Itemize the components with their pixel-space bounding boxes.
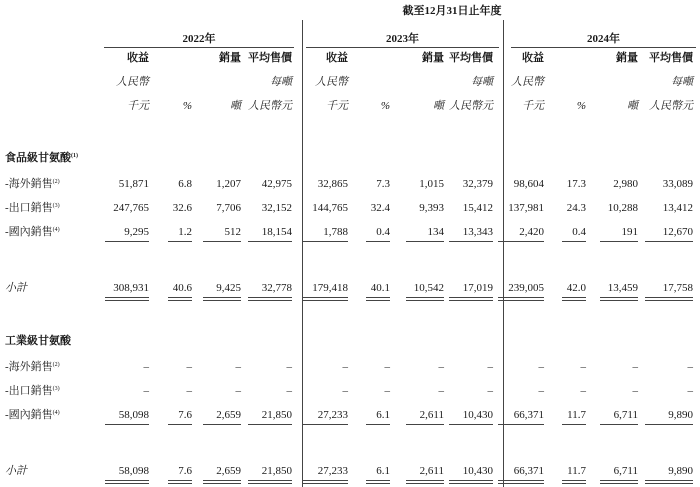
double-underline	[406, 483, 444, 484]
underline-rule	[498, 424, 544, 425]
underline-rule	[248, 241, 292, 242]
underline-rule	[203, 241, 241, 242]
underline-rule	[168, 241, 192, 242]
subtotal-cell: 17,019	[462, 282, 493, 294]
underline-rule	[645, 424, 693, 425]
table-cell: 18,154	[261, 226, 292, 238]
table-cell: –	[342, 361, 348, 373]
underline-rule	[248, 424, 292, 425]
table-cell: 1,015	[419, 178, 444, 190]
double-underline	[449, 297, 493, 298]
subtotal-cell: 308,931	[113, 282, 149, 294]
double-underline	[498, 300, 544, 301]
table-cell: 98,604	[513, 178, 544, 190]
year-header: 2024年	[587, 33, 620, 45]
unit-label: 每噸	[671, 76, 693, 88]
table-cell: –	[438, 361, 444, 373]
unit-label: 人民幣	[511, 76, 544, 88]
double-underline	[449, 300, 493, 301]
subtotal-cell: 9,890	[668, 465, 693, 477]
double-underline	[645, 297, 693, 298]
table-cell: 6.1	[376, 409, 390, 421]
table-cell: 13,343	[462, 226, 493, 238]
underline-rule	[105, 424, 149, 425]
subtotal-cell: 58,098	[118, 465, 149, 477]
subtotal-cell: 6.1	[376, 465, 390, 477]
double-underline	[645, 480, 693, 481]
table-cell: –	[186, 361, 192, 373]
footnote-marker: (4)	[52, 410, 60, 416]
unit-label: 人民幣	[315, 76, 348, 88]
table-cell: –	[186, 385, 192, 397]
double-underline	[498, 480, 544, 481]
table-cell: 191	[621, 226, 638, 238]
double-underline	[105, 480, 149, 481]
table-cell: 13,412	[662, 202, 693, 214]
period-title: 截至12月31日止年度	[402, 5, 502, 17]
underline-rule	[449, 424, 493, 425]
table-cell: 51,871	[118, 178, 149, 190]
table-cell: 7,706	[216, 202, 241, 214]
unit-label: 人民幣元	[649, 100, 693, 112]
table-cell: 32.4	[370, 202, 390, 214]
footnote-marker: (1)	[71, 153, 78, 159]
underline-rule	[562, 241, 586, 242]
avg-price-header: 平均售價	[248, 52, 292, 64]
row-label: -出口銷售$^{(3)}$	[5, 202, 60, 214]
table-cell: 6.8	[178, 178, 192, 190]
table-cell: 1,207	[216, 178, 241, 190]
subtotal-label: 小計	[5, 465, 27, 477]
double-underline	[203, 483, 241, 484]
footnote-marker: (3)	[52, 386, 60, 392]
section-title: 工業級甘氨酸	[5, 335, 71, 347]
table-cell: –	[538, 361, 544, 373]
revenue-header: 收益	[522, 52, 544, 64]
table-cell: 42,975	[261, 178, 292, 190]
double-underline	[248, 480, 292, 481]
double-underline	[600, 483, 638, 484]
underline-rule	[645, 241, 693, 242]
row-label: -海外銷售$^{(2)}$	[5, 178, 60, 190]
unit-label: 千元	[522, 100, 544, 112]
table-cell: –	[384, 361, 390, 373]
double-underline	[105, 297, 149, 298]
underline-rule	[562, 424, 586, 425]
table-cell: 2,659	[216, 409, 241, 421]
unit-label: 噸	[230, 100, 241, 112]
volume-header: 銷量	[616, 52, 638, 64]
table-cell: 134	[427, 226, 444, 238]
double-underline	[562, 300, 586, 301]
table-cell: 7.6	[178, 409, 192, 421]
double-underline	[366, 483, 390, 484]
subtotal-cell: 6,711	[613, 465, 638, 477]
table-cell: –	[143, 385, 149, 397]
table-cell: –	[580, 385, 586, 397]
table-cell: 11.7	[567, 409, 586, 421]
table-cell: –	[538, 385, 544, 397]
subtotal-cell: 10,430	[462, 465, 493, 477]
double-underline	[366, 300, 390, 301]
subtotal-cell: 21,850	[261, 465, 292, 477]
subtotal-cell: 2,611	[419, 465, 444, 477]
table-cell: 21,850	[261, 409, 292, 421]
double-underline	[366, 480, 390, 481]
double-underline	[366, 297, 390, 298]
table-cell: –	[687, 361, 693, 373]
double-underline	[562, 480, 586, 481]
subtotal-cell: 42.0	[566, 282, 586, 294]
unit-label: %	[182, 100, 192, 112]
double-underline	[449, 480, 493, 481]
unit-label: 千元	[127, 100, 149, 112]
table-cell: 2,611	[419, 409, 444, 421]
table-cell: 1,788	[323, 226, 348, 238]
table-cell: –	[487, 385, 493, 397]
table-cell: 24.3	[566, 202, 586, 214]
double-underline	[600, 297, 638, 298]
double-underline	[645, 483, 693, 484]
double-underline	[203, 300, 241, 301]
subtotal-cell: 66,371	[513, 465, 544, 477]
volume-header: 銷量	[422, 52, 444, 64]
subtotal-cell: 11.7	[567, 465, 586, 477]
double-underline	[203, 480, 241, 481]
double-underline	[168, 483, 192, 484]
table-cell: –	[286, 361, 292, 373]
table-cell: –	[632, 385, 638, 397]
unit-label: 噸	[433, 100, 444, 112]
footnote-marker: (2)	[52, 179, 60, 185]
double-underline	[105, 300, 149, 301]
table-cell: –	[438, 385, 444, 397]
table-cell: –	[286, 385, 292, 397]
table-cell: 32.6	[172, 202, 192, 214]
unit-label: 人民幣	[116, 76, 149, 88]
table-cell: –	[687, 385, 693, 397]
double-underline	[498, 297, 544, 298]
footnote-marker: (4)	[52, 227, 60, 233]
underline-rule	[406, 241, 444, 242]
double-underline	[302, 480, 348, 481]
row-label: -國內銷售$^{(4)}$	[5, 409, 60, 421]
double-underline	[248, 297, 292, 298]
double-underline	[203, 297, 241, 298]
footnote-marker: (3)	[52, 203, 60, 209]
table-cell: 17.3	[566, 178, 586, 190]
double-underline	[562, 297, 586, 298]
underline-rule	[498, 241, 544, 242]
double-underline	[449, 483, 493, 484]
table-cell: 7.3	[376, 178, 390, 190]
table-cell: 66,371	[513, 409, 544, 421]
subtotal-cell: 10,542	[413, 282, 444, 294]
table-cell: –	[384, 385, 390, 397]
double-underline	[248, 300, 292, 301]
table-cell: 58,098	[118, 409, 149, 421]
year-header: 2023年	[386, 33, 419, 45]
underline-rule	[302, 424, 348, 425]
double-underline	[168, 297, 192, 298]
double-underline	[302, 300, 348, 301]
subtotal-cell: 17,758	[662, 282, 693, 294]
table-cell: 15,412	[462, 202, 493, 214]
table-cell: 10,430	[462, 409, 493, 421]
table-cell: 0.4	[376, 226, 390, 238]
table-cell: 137,981	[508, 202, 544, 214]
row-label: -海外銷售$^{(2)}$	[5, 361, 60, 373]
table-cell: 27,233	[317, 409, 348, 421]
unit-label: %	[576, 100, 586, 112]
table-cell: –	[632, 361, 638, 373]
double-underline	[600, 300, 638, 301]
table-cell: 32,152	[261, 202, 292, 214]
double-underline	[498, 483, 544, 484]
year-header: 2022年	[182, 33, 216, 45]
year-rule	[511, 47, 696, 48]
subtotal-cell: 7.6	[178, 465, 192, 477]
table-cell: 1.2	[178, 226, 192, 238]
subtotal-cell: 40.6	[172, 282, 192, 294]
subtotal-cell: 2,659	[216, 465, 241, 477]
table-cell: 9,295	[124, 226, 149, 238]
subtotal-cell: 27,233	[317, 465, 348, 477]
table-cell: –	[342, 385, 348, 397]
subtotal-cell: 13,459	[607, 282, 638, 294]
table-cell: –	[235, 385, 241, 397]
table-cell: 9,890	[668, 409, 693, 421]
unit-label: %	[380, 100, 390, 112]
table-cell: 247,765	[113, 202, 149, 214]
subtotal-cell: 32,778	[261, 282, 292, 294]
underline-rule	[168, 424, 192, 425]
unit-label: 每噸	[471, 76, 493, 88]
subtotal-cell: 239,005	[508, 282, 544, 294]
table-cell: –	[580, 361, 586, 373]
unit-label: 人民幣元	[248, 100, 292, 112]
year-rule	[306, 47, 499, 48]
underline-rule	[366, 424, 390, 425]
double-underline	[168, 300, 192, 301]
unit-label: 人民幣元	[449, 100, 493, 112]
double-underline	[600, 480, 638, 481]
table-cell: 12,670	[662, 226, 693, 238]
row-label: -出口銷售$^{(3)}$	[5, 385, 60, 397]
table-cell: 10,288	[607, 202, 638, 214]
table-cell: 0.4	[572, 226, 586, 238]
double-underline	[406, 300, 444, 301]
table-cell: –	[143, 361, 149, 373]
volume-header: 銷量	[219, 52, 241, 64]
double-underline	[406, 480, 444, 481]
underline-rule	[600, 241, 638, 242]
underline-rule	[203, 424, 241, 425]
double-underline	[302, 297, 348, 298]
double-underline	[406, 297, 444, 298]
table-cell: 32,865	[317, 178, 348, 190]
underline-rule	[105, 241, 149, 242]
table-cell: 6,711	[613, 409, 638, 421]
unit-label: 噸	[627, 100, 638, 112]
subtotal-cell: 179,418	[312, 282, 348, 294]
revenue-header: 收益	[326, 52, 348, 64]
table-cell: –	[235, 361, 241, 373]
table-cell: 144,765	[312, 202, 348, 214]
double-underline	[248, 483, 292, 484]
year-rule	[104, 47, 294, 48]
subtotal-cell: 9,425	[216, 282, 241, 294]
avg-price-header: 平均售價	[449, 52, 493, 64]
double-underline	[105, 483, 149, 484]
table-cell: 33,089	[662, 178, 693, 190]
unit-label: 每噸	[270, 76, 292, 88]
table-cell: 2,980	[613, 178, 638, 190]
section-title: 食品級甘氨酸$^{(1)}$	[5, 152, 78, 164]
underline-rule	[600, 424, 638, 425]
table-cell: 2,420	[519, 226, 544, 238]
double-underline	[302, 483, 348, 484]
revenue-header: 收益	[127, 52, 149, 64]
underline-rule	[302, 241, 348, 242]
underline-rule	[406, 424, 444, 425]
table-cell: 9,393	[419, 202, 444, 214]
subtotal-cell: 40.1	[370, 282, 390, 294]
underline-rule	[366, 241, 390, 242]
subtotal-label: 小計	[5, 282, 27, 294]
double-underline	[168, 480, 192, 481]
double-underline	[562, 483, 586, 484]
underline-rule	[449, 241, 493, 242]
unit-label: 千元	[326, 100, 348, 112]
double-underline	[645, 300, 693, 301]
table-cell: 32,379	[462, 178, 493, 190]
table-cell: 512	[224, 226, 241, 238]
footnote-marker: (2)	[52, 362, 60, 368]
table-cell: –	[487, 361, 493, 373]
row-label: -國內銷售$^{(4)}$	[5, 226, 60, 238]
avg-price-header: 平均售價	[649, 52, 693, 64]
